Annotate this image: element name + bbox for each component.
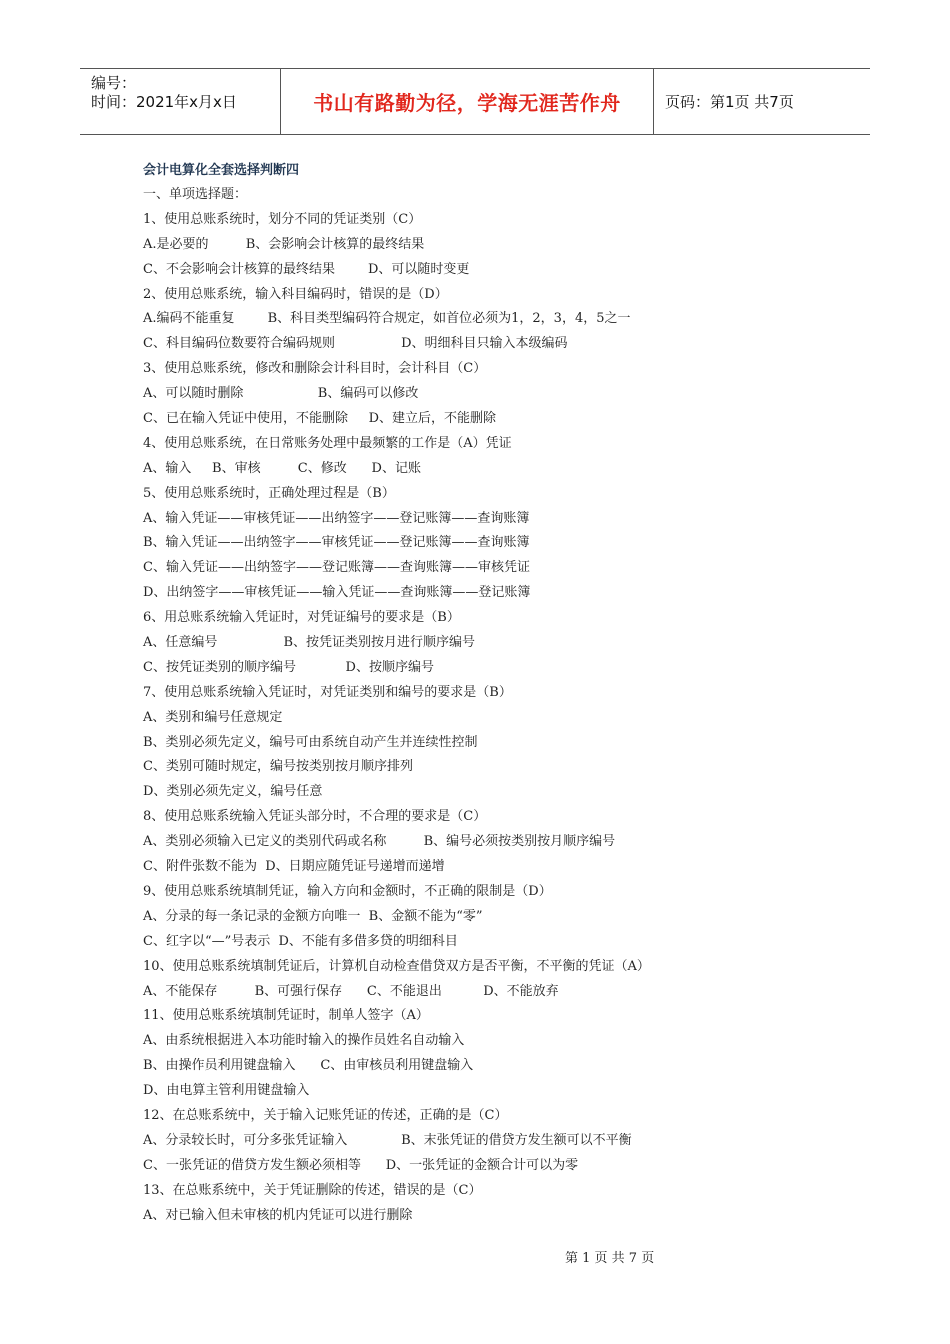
text-line: 6、用总账系统输入凭证时，对凭证编号的要求是（B） <box>143 610 460 626</box>
document-body <box>143 158 843 1228</box>
text-line: A、对已输入但未审核的机内凭证可以进行删除 <box>143 1207 413 1223</box>
text-line: 3、使用总账系统，修改和删除会计科目时，会计科目（C） <box>143 361 487 377</box>
text-line: C、一张凭证的借贷方发生额必须相等 D、一张凭证的金额合计可以为零 <box>143 1157 579 1173</box>
text-line: C、附件张数不能为 D、日期应随凭证号递增而递增 <box>143 859 445 875</box>
text-line: C、输入凭证——出纳签字——登记账簿——查询账簿——审核凭证 <box>143 560 530 576</box>
text-line: C、按凭证类别的顺序编号 D、按顺序编号 <box>143 659 434 675</box>
text-line: 4、使用总账系统，在日常账务处理中最频繁的工作是（A）凭证 <box>143 435 512 451</box>
page-footer: 第 1 页 共 7 页 <box>565 1251 655 1266</box>
text-line: 10、使用总账系统填制凭证后，计算机自动检查借贷双方是否平衡，不平衡的凭证（A） <box>143 958 650 974</box>
text-line: B、输入凭证——出纳签字——审核凭证——登记账簿——查询账簿 <box>143 535 530 551</box>
question-list <box>143 183 843 1228</box>
text-line: A、不能保存 B、可强行保存 C、不能退出 D、不能放弃 <box>143 983 559 999</box>
document-header <box>80 68 870 135</box>
text-line: 1、使用总账系统时，划分不同的凭证类别（C） <box>143 211 422 227</box>
number-label: 编号： <box>91 74 137 92</box>
text-line: A、由系统根据进入本功能时输入的操作员姓名自动输入 <box>143 1033 465 1049</box>
text-line: A、类别必须输入已定义的类别代码或名称 B、编号必须按类别按月顺序编号 <box>143 834 616 850</box>
text-line: C、类别可随时规定，编号按类别按月顺序排列 <box>143 759 413 775</box>
text-line: 7、使用总账系统输入凭证时，对凭证类别和编号的要求是（B） <box>143 684 512 700</box>
text-line: A、输入 B、审核 C、修改 D、记账 <box>143 460 421 476</box>
text-line: A、输入凭证——审核凭证——出纳签字——登记账簿——查询账簿 <box>143 510 530 526</box>
header-page-info: 页码：第1页 共7页 <box>665 93 794 111</box>
text-line: A、分录较长时，可分多张凭证输入 B、末张凭证的借贷方发生额可以不平衡 <box>143 1132 632 1148</box>
document-title: 会计电算化全套选择判断四 <box>143 163 300 178</box>
text-line: C、科目编码位数要符合编码规则 D、明细科目只输入本级编码 <box>143 336 568 352</box>
text-line: A.编码不能重复 B、科目类型编码符合规定，如首位必须为1，2，3，4，5之一 <box>143 311 631 327</box>
date-label: 时间：2021年x月x日 <box>91 93 237 111</box>
header-motto-cell <box>281 69 654 134</box>
text-line: D、由电算主管利用键盘输入 <box>143 1083 310 1099</box>
text-line: 2、使用总账系统，输入科目编码时，错误的是（D） <box>143 286 448 302</box>
text-line: 13、在总账系统中，关于凭证删除的传述，错误的是（C） <box>143 1182 482 1198</box>
text-line: C、不会影响会计核算的最终结果 D、可以随时变更 <box>143 261 470 277</box>
text-line: B、由操作员利用键盘输入 C、由审核员利用键盘输入 <box>143 1058 474 1074</box>
text-line: A、分录的每一条记录的金额方向唯一 B、金额不能为“零” <box>143 908 483 924</box>
text-line: B、类别必须先定义，编号可由系统自动产生并连续性控制 <box>143 734 478 750</box>
text-line: A、类别和编号任意规定 <box>143 709 283 725</box>
text-line: 5、使用总账系统时，正确处理过程是（B） <box>143 485 395 501</box>
text-line: 一、单项选择题： <box>143 187 248 202</box>
motto-text: 书山有路勤为径，学海无涯苦作舟 <box>313 91 621 115</box>
text-line: 11、使用总账系统填制凭证时，制单人签字（A） <box>143 1008 429 1024</box>
header-left-cell <box>80 69 281 134</box>
text-line: A.是必要的 B、会影响会计核算的最终结果 <box>143 236 425 252</box>
text-line: D、类别必须先定义，编号任意 <box>143 784 323 800</box>
text-line: 9、使用总账系统填制凭证，输入方向和金额时，不正确的限制是（D） <box>143 883 552 899</box>
text-line: 12、在总账系统中，关于输入记账凭证的传述，正确的是（C） <box>143 1107 508 1123</box>
text-line: 8、使用总账系统输入凭证头部分时，不合理的要求是（C） <box>143 809 487 825</box>
text-line: A、任意编号 B、按凭证类别按月进行顺序编号 <box>143 635 476 651</box>
text-line: D、出纳签字——审核凭证——输入凭证——查询账簿——登记账簿 <box>143 585 531 601</box>
text-line: C、已在输入凭证中使用，不能删除 D、建立后，不能删除 <box>143 411 497 427</box>
text-line: C、红字以“—”号表示 D、不能有多借多贷的明细科目 <box>143 933 458 949</box>
text-line: A、可以随时删除 B、编码可以修改 <box>143 386 419 402</box>
